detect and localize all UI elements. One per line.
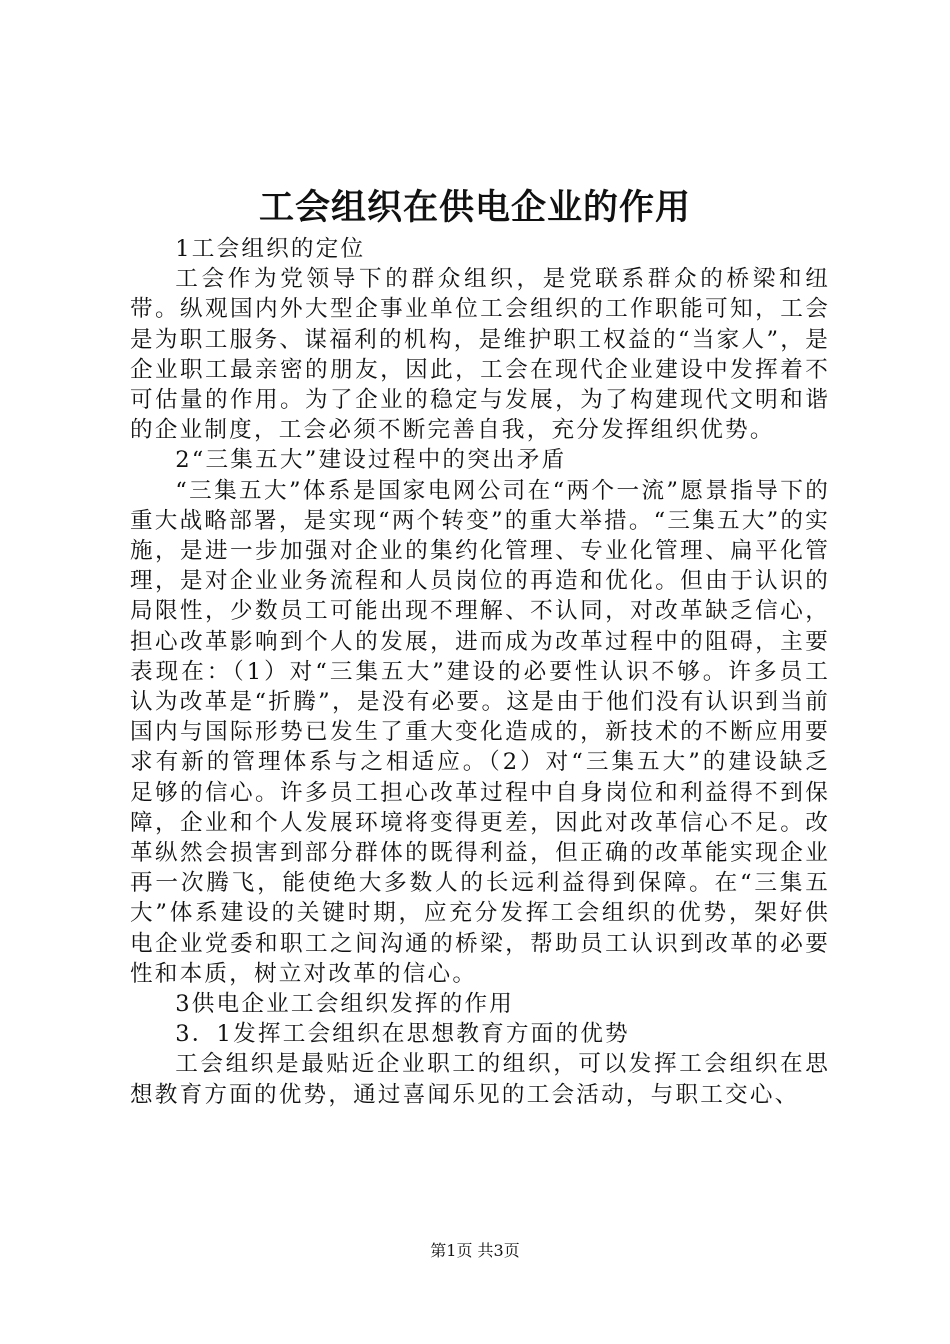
paragraph-1: 工会作为党领导下的群众组织，是党联系群众的桥梁和纽带。纵观国内外大型企事业单位工会组织的工作职能可知，工会是为职工服务、谋福利的机构，是维护职工权益的“当家人”，是企业职工最亲密的朋友，因此，工会在现代企业建设中发挥着不可估量的作用。为了企业的稳定与发展，为了构建现代文明和谐的企业制度，工会必须不断完善自我，充分发挥组织优势。 — [130, 266, 830, 444]
document-body — [130, 234, 830, 1110]
section-heading-1: 1工会组织的定位 — [175, 236, 366, 262]
section-heading-3: 3供电企业工会组织发挥的作用 — [175, 991, 515, 1018]
section-heading-2: 2“三集五大”建设过程中的突出矛盾 — [175, 447, 567, 474]
paragraph-2: “三集五大”体系是国家电网公司在“两个一流”愿景指导下的重大战略部署，是实现“两个转变”的重大举措。“三集五大”的实施，是进一步加强对企业的集约化管理、专业化管理、扁平化管理，是对企业业务流程和人员岗位的再造和优化。但由于认识的局限性，少数员工可能出现不理解、不认同，对改革缺乏信心，担心改革影响到个人的发展，进而成为改革过程中的阻碍，主要表现在：（1）对“三集五大”建设的必要性认识不够。许多员工认为改革是“折腾”，是没有必要。这是由于他们没有认识到当前国内与国际形势已发生了重大变化造成的，新技术的不断应用要求有新的管理体系与之相适应。（2）对“三集五大”的建设缺乏足够的信心。许多员工担心改革过程中自身岗位和利益得不到保障，企业和个人发展环境将变得更差，因此对改革信心不足。改革纵然会损害到部分群体的既得利益，但正确的改革能实现企业再一次腾飞，能使绝大多数人的长远利益得到保障。在“三集五大”体系建设的关键时期，应充分发挥工会组织的优势，架好供电企业党委和职工之间沟通的桥梁，帮助员工认识到改革的必要性和本质，树立对改革的信心。 — [130, 477, 830, 987]
document-title: 工会组织在供电企业的作用 — [258, 187, 691, 228]
subsection-heading-3-1: 3．1发挥工会组织在思想教育方面的优势 — [175, 1021, 630, 1048]
page-footer: 第1页 共3页 — [430, 1241, 520, 1260]
paragraph-3: 工会组织是最贴近企业职工的组织，可以发挥工会组织在思想教育方面的优势，通过喜闻乐见的工会活动，与职工交心、 — [130, 1051, 830, 1108]
